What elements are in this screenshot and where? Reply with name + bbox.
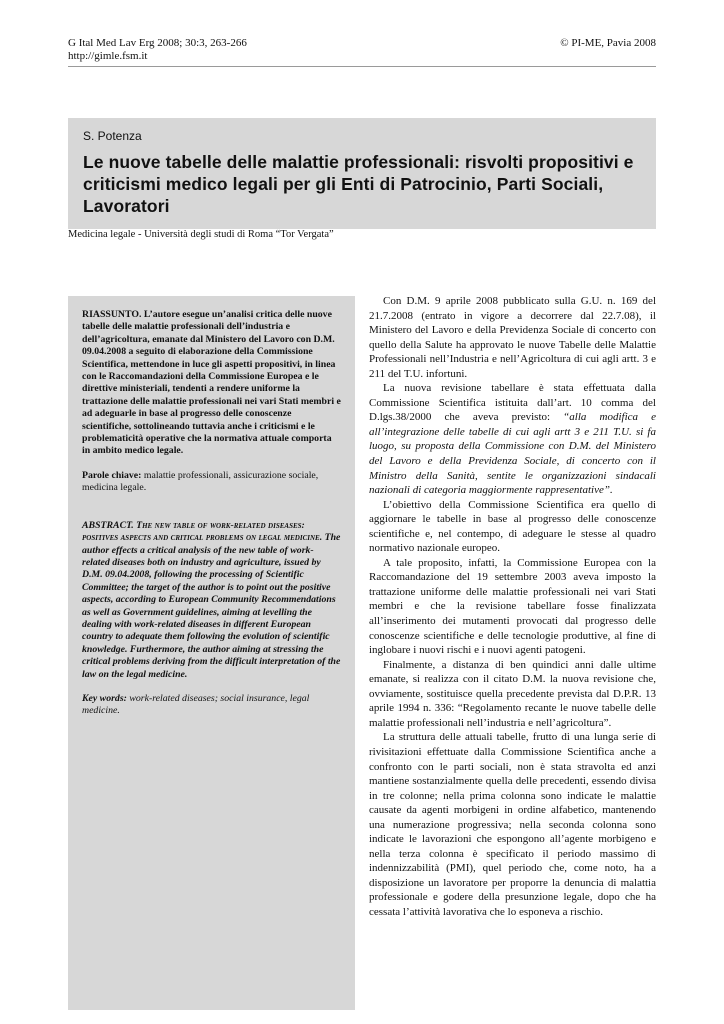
keywords-text: work-related diseases; social insurance, legal medicine. bbox=[82, 692, 310, 717]
abstract-paragraph bbox=[82, 520, 341, 681]
keywords-label: Key words: bbox=[82, 692, 127, 704]
body-paragraph-5: Finalmente, a distanza di ben quindici anni dalle ultime emanate, si realizza con il citato D.M. la nuova revisione che, ovviamente, sostituisce quella precedente prevista dal D.P.R. 13 aprile 1994 n. 336: “Regolamento recante le nuove tabelle delle malattie professionali nell’industria e nell’agricoltura”. bbox=[369, 658, 656, 729]
body-paragraph-2 bbox=[369, 381, 656, 497]
riassunto-paragraph: RIASSUNTO. L’autore esegue un’analisi critica delle nuove tabelle delle malattie professionali dell’industria e dell’agricoltura, emanate dal Ministero del Lavoro con D.M. 09.04.2008 a seguito di elaborazione della Commissione Scientifica, mettendone in luce gli aspetti propositivi, in linea con le Raccomandazioni della Commissione Europea e le direttive ministeriali, tendenti a rendere uniforme la trattazione delle malattie professionali nei vari Stati membri e ad adeguarle in base al progresso delle conoscenze scientifiche, sottolineando tuttavia anche i criticismi e le problematicità operative che la normativa attuale comporta in ambito medico legale. bbox=[82, 309, 341, 457]
article-body-column bbox=[369, 294, 656, 920]
page-header bbox=[68, 37, 656, 63]
abstract-label: ABSTRACT. bbox=[82, 519, 134, 531]
header-divider bbox=[68, 66, 656, 67]
body-paragraph-3: L’obiettivo della Commissione Scientifica era quello di aggiornare le tabelle in base al progresso delle conoscenze scientifiche e, nel contempo, di adeguare le stesse al quadro normativo nazionale europeo. bbox=[369, 498, 656, 555]
body-paragraph-4: A tale proposito, infatti, la Commissione Europea con la Raccomandazione del 19 settembre 2003 aveva imposto la trattazione uniforme delle malattie professionali nei vari Stati membri e che la revisione tabellare fosse finalizzata all’inserimento dei mutamenti provocati dal progresso delle conoscenze scientifiche e delle tecnologie produttive, al fine di inglobare i nuovi rischi e i nuovi agenti patogeni. bbox=[369, 556, 656, 657]
journal-url: http://gimle.fsm.it bbox=[68, 50, 148, 62]
affiliation: Medicina legale - Università degli studi di Roma “Tor Vergata” bbox=[68, 229, 334, 240]
title-block bbox=[68, 118, 656, 229]
journal-citation: G Ital Med Lav Erg 2008; 30:3, 263-266 bbox=[68, 37, 247, 49]
body-paragraph-6: La struttura delle attuali tabelle, frutto di una lunga serie di rivisitazioni effettuate dalla Commissione Scientifica anche a confronto con le parti sociali, non è stata stravolta ed anzi mantiene sostanzialmente quella delle precedenti, essendo divisa in tre colonne; nella prima colonna sono indicate le malattie causate da agenti morbigeni in ordine alfabetico, mantenendo una numerazione progressiva; nella seconda colonna sono indicate le lavorazioni che espongono all’agente morbigeno e nella terza colonna è specificato il periodo massimo di indennizzabilità (PMI), quel periodo che, come noto, ha a disposizione un lavoratore per proporre la denuncia di malattia professionale e godere della presunzione legale, dopo che ha cessata l’attività lavorativa che lo esponeva a rischio. bbox=[369, 731, 656, 918]
parole-chiave-label: Parole chiave: bbox=[82, 469, 142, 481]
author-name: S. Potenza bbox=[83, 129, 142, 143]
body-paragraph-2-quote: “alla modifica e all’integrazione delle tabelle di cui agli artt 3 e 211 T.U. si fa luogo, su proposta della Commissione con D.M. del Ministero del Lavoro e della Previdenza Sociale, di concerto con il Ministro della Sanità, sentite le organizzazioni sindacali nazionali di categoria maggiormente rappresentative”. bbox=[369, 411, 656, 497]
header-left bbox=[68, 37, 247, 63]
body-paragraph-2-intro: La nuova revisione tabellare è stata effettuata dalla Commissione Scientifica istituita dall’art. 10 comma del D.lgs.38/2000 che aveva previsto: bbox=[369, 382, 656, 424]
abstract-box bbox=[68, 296, 355, 1010]
article-title: Le nuove tabelle delle malattie professionali: risvolti propositivi e criticismi medico legali per gli Enti di Patrocinio, Parti Sociali, Lavoratori bbox=[83, 152, 634, 216]
abstract-text: The author effects a critical analysis of the new table of work-related diseases both on industry and agriculture, issued by D.M. 09.04.2008, following the processing of Scientific Committee; the target of the author is to point out the positive aspects, according to European Community Recommendations as well as Government guidelines, aiming at levelling the dealing with work-related diseases in different European country to adequate them following the evolution of scientific knowledge. Furthermore, the author aiming at stressing the critical problems deriving from the difficult interpretation of the law on the legal medicine. bbox=[82, 532, 341, 680]
abstract-title: The new table of work-related diseases: positives aspects and critical problems on legal medicine. bbox=[82, 519, 325, 544]
body-paragraph-1: Con D.M. 9 aprile 2008 pubblicato sulla G.U. n. 169 del 21.7.2008 (entrato in vigore a decorrere dal 22.7.08), il Ministero del Lavoro e della Previdenza Sociale di concerto con quello della Salute ha approvato le nuove Tabelle delle Malattie Professionali nell’Industria e nell’Agricoltura di cui agli artt. 3 e 211 del T.U. infortuni. bbox=[369, 295, 656, 380]
parole-chiave-paragraph bbox=[82, 470, 341, 495]
keywords-paragraph bbox=[82, 693, 341, 718]
copyright-notice: © PI-ME, Pavia 2008 bbox=[560, 37, 656, 49]
parole-chiave-text: malattie professionali, assicurazione sociale, medicina legale. bbox=[82, 469, 319, 494]
